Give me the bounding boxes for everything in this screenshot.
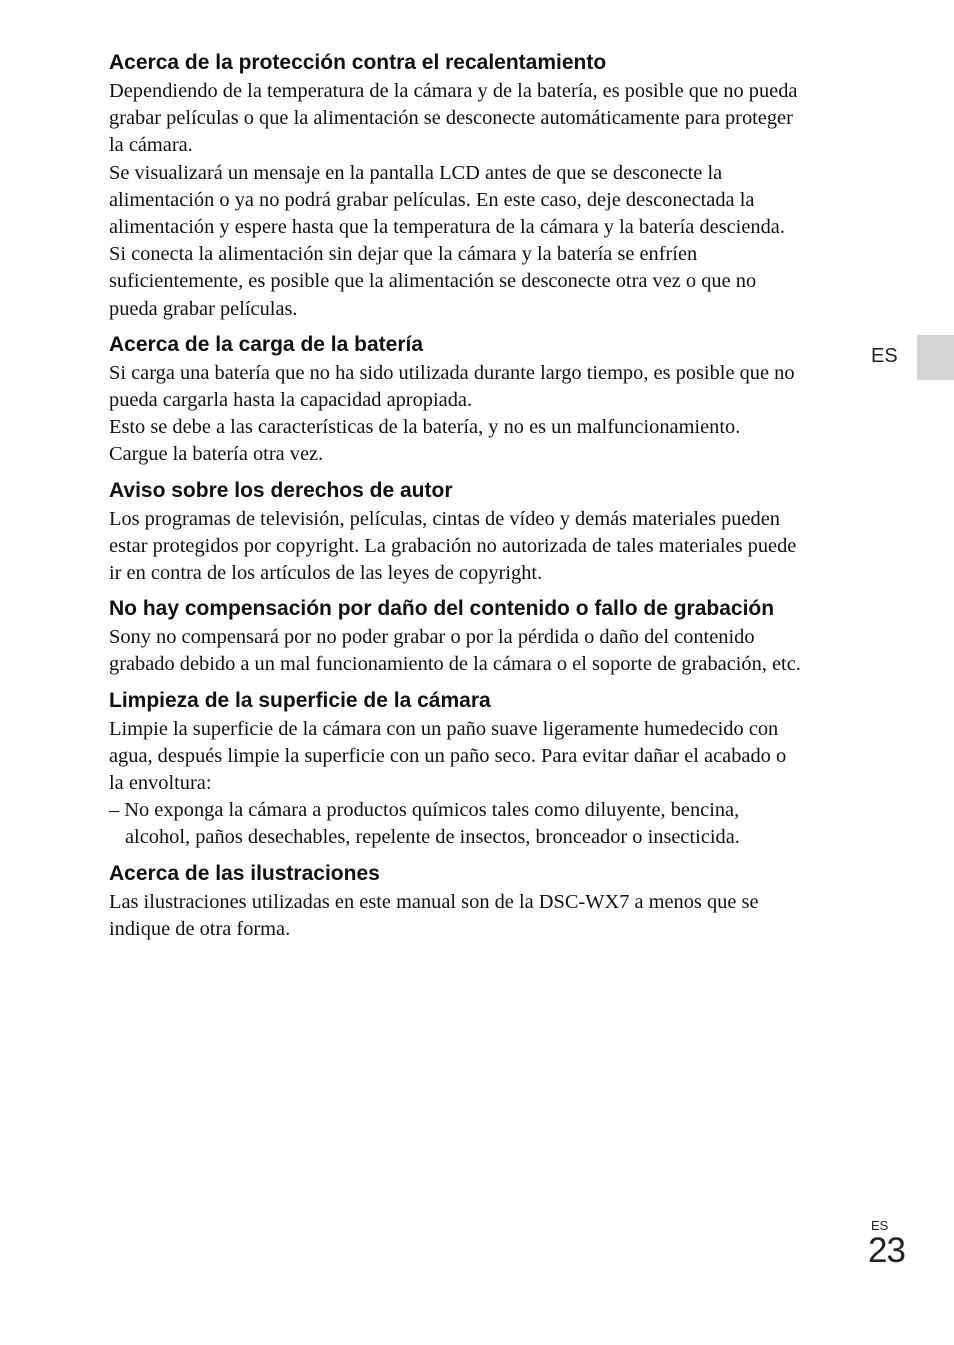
dash-item-first-line: – No exponga la cámara a productos químicos tales como diluyente, bencina, [109,799,740,822]
section-heading: Acerca de las ilustraciones [109,861,380,885]
text-line: Los programas de televisión, películas, cintas de vídeo y demás materiales pueden [109,507,780,530]
text-line: grabar películas o que la alimentación se desconecte automáticamente para proteger [109,107,793,130]
text-line: Se visualizará un mensaje en la pantalla LCD antes de que se desconecte la [109,161,723,184]
section-paragraph [109,78,869,323]
section-paragraph [109,506,869,588]
text-line: suficientemente, es posible que la alimentación se desconecte otra vez o que no [109,270,757,293]
section-copyright [109,476,869,588]
text-line: Sony no compensará por no poder grabar o por la pérdida o daño del contenido [109,626,755,649]
section-illustrations [109,859,869,943]
text-line: la cámara. [109,134,193,157]
footer-language-code: ES [871,1218,889,1233]
text-line: Esto se debe a las características de la batería, y no es un malfuncionamiento. [109,416,741,439]
language-tab-marker [917,335,954,380]
dash-list-item [109,797,869,851]
section-heading: Acerca de la protección contra el recalentamiento [109,51,607,74]
text-line: Si conecta la alimentación sin dejar que la cámara y la batería se enfríen [109,243,698,266]
section-paragraph [109,716,869,798]
text-line: estar protegidos por copyright. La grabación no autorizada de tales materiales puede [109,534,797,557]
section-paragraph [109,624,869,678]
section-battery-charge [109,330,869,469]
text-line: pueda cargarla hasta la capacidad apropiada. [109,389,473,412]
section-heading: No hay compensación por daño del contenido o fallo de grabación [109,597,775,621]
section-overheating [109,48,869,323]
text-line: indique de otra forma. [109,917,291,940]
text-line: agua, después limpie la superficie con un paño seco. Para evitar dañar el acabado o [109,744,787,767]
language-tab-label: ES [871,345,898,367]
text-line: Limpie la superficie de la cámara con un paño suave ligeramente humedecido con [109,717,779,740]
text-line: Cargue la batería otra vez. [109,443,324,466]
text-line: Las ilustraciones utilizadas en este manual son de la DSC-WX7 a menos que se [109,890,759,913]
section-no-compensation [109,594,869,678]
section-heading: Limpieza de la superficie de la cámara [109,688,491,712]
text-line: pueda grabar películas. [109,297,298,320]
text-line: la envoltura: [109,772,212,795]
page-number: 23 [868,1231,905,1270]
text-line: ir en contra de los artículos de las leyes de copyright. [109,562,543,585]
text-line: Si carga una batería que no ha sido utilizada durante largo tiempo, es posible que no [109,361,795,384]
text-line: grabado debido a un mal funcionamiento de la cámara o el soporte de grabación, etc. [109,653,801,676]
section-paragraph [109,360,869,469]
dash-item-continuation: alcohol, paños desechables, repelente de insectos, bronceador o insecticida. [125,826,740,849]
section-heading: Aviso sobre los derechos de autor [109,478,453,502]
document-body [109,48,869,950]
text-line: alimentación y espere hasta que la temperatura de la cámara y la batería descienda. [109,216,785,239]
text-line: Dependiendo de la temperatura de la cámara y de la batería, es posible que no pueda [109,80,798,102]
text-line: alimentación o ya no podrá grabar películas. En este caso, deje desconectada la [109,188,755,211]
section-paragraph [109,889,869,943]
section-cleaning [109,686,869,852]
section-heading: Acerca de la carga de la batería [109,332,424,356]
